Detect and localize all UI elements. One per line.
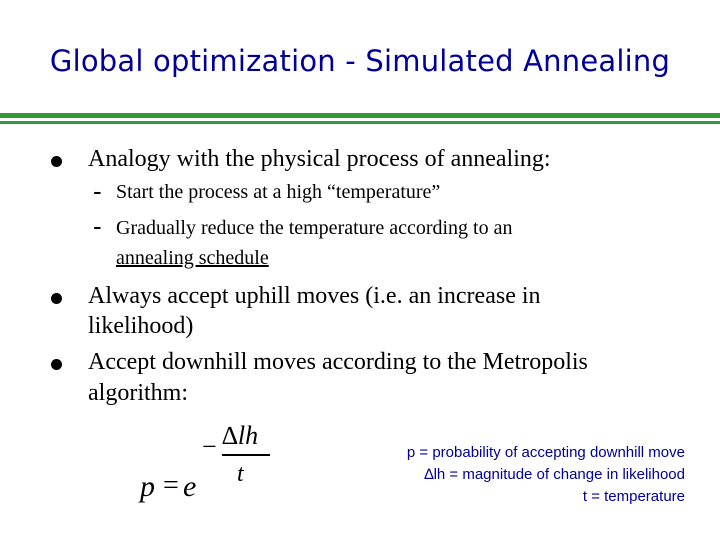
bullet-dot-icon — [51, 156, 62, 167]
bullet-1-text: Analogy with the physical process of annealing: — [88, 146, 551, 172]
formula-equals: = — [163, 470, 179, 501]
formula-denominator: t — [237, 461, 244, 487]
bullet-dot-icon — [51, 359, 62, 370]
bullet-2-line-2: likelihood) — [88, 313, 194, 339]
formula-e: e — [183, 470, 197, 503]
formula-numerator: ∆lh — [222, 421, 259, 450]
sub-bullet-2-text: Gradually reduce the temperature according to an — [116, 217, 513, 239]
bullet-2-line-1: Always accept uphill moves (i.e. an increase in — [88, 283, 541, 309]
bullet-3-line-1: Accept downhill moves according to the Metropolis — [88, 349, 588, 375]
legend-line-t: t = temperature — [582, 488, 685, 505]
title-divider-thick — [0, 113, 720, 118]
formula-p: p — [140, 470, 155, 503]
annealing-schedule-text: annealing schedule — [116, 247, 269, 269]
bullet-dot-icon — [51, 293, 62, 304]
sub-bullet-dash-icon: - — [93, 176, 102, 206]
legend-line-p: p = probability of accepting downhill move — [406, 444, 685, 461]
bullet-3-line-2: algorithm: — [88, 380, 188, 406]
sub-bullet-1-text: Start the process at a high “temperature” — [116, 181, 441, 203]
fraction-bar — [222, 454, 270, 456]
legend-line-dlh: ∆lh = magnitude of change in likelihood — [424, 466, 685, 483]
formula-legend — [407, 442, 685, 508]
slide-title: Global optimization - Simulated Annealing — [49, 44, 671, 78]
sub-bullet-dash-icon: - — [93, 211, 102, 241]
title-divider-thin — [0, 121, 720, 124]
formula-minus: − — [202, 432, 217, 461]
